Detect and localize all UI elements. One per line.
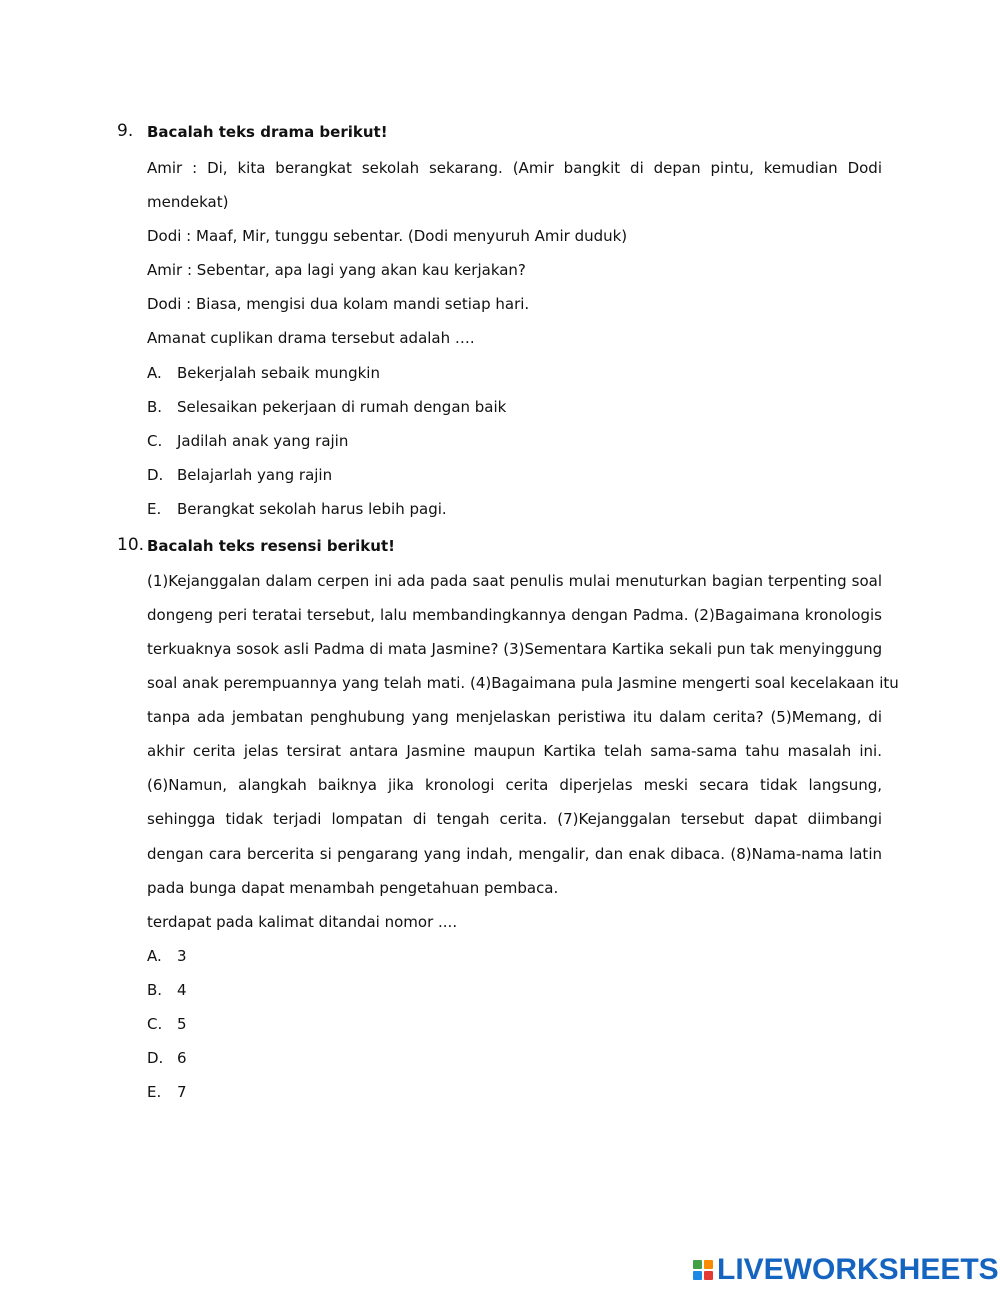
question-9-number: 9. <box>117 121 134 141</box>
option-text: 7 <box>177 1083 187 1101</box>
question-9-text-line: Amir : Sebentar, apa lagi yang akan kau kerjakan? <box>147 261 526 279</box>
option-text: 5 <box>177 1015 187 1033</box>
option-letter: E. <box>147 1083 162 1101</box>
question-10-text-line: (6)Namun, alangkah baiknya jika kronologi cerita diperjelas meski secara tidak langsung, <box>147 776 882 794</box>
question-10-text-line: dengan cara bercerita si pengarang yang indah, mengalir, dan enak dibaca. (8)Nama-nama latin <box>147 845 882 863</box>
option-letter: D. <box>147 1049 164 1067</box>
question-10-text-line: pada bunga dapat menambah pengetahuan pembaca. <box>147 879 559 897</box>
option-letter: A. <box>147 364 162 382</box>
question-9-text-line: Dodi : Maaf, Mir, tunggu sebentar. (Dodi menyuruh Amir duduk) <box>147 227 628 245</box>
option-letter: E. <box>147 500 162 518</box>
option-text: Selesaikan pekerjaan di rumah dengan baik <box>177 398 507 416</box>
question-10-text-line: terkuaknya sosok asli Padma di mata Jasmine? (3)Sementara Kartika sekali pun tak menyinggung <box>147 640 883 658</box>
question-9-prompt: Amanat cuplikan drama tersebut adalah …. <box>147 329 475 347</box>
logo-block <box>693 1271 702 1280</box>
question-10-text-line: (1)Kejanggalan dalam cerpen ini ada pada saat penulis mulai menuturkan bagian terpenting soal <box>147 572 882 590</box>
question-10-text-line: soal anak perempuannya yang telah mati. (4)Bagaimana pula Jasmine mengerti soal kecelakaan itu <box>147 674 899 692</box>
question-10-text-line: sehingga tidak terjadi lompatan di tengah cerita. (7)Kejanggalan tersebut dapat diimbangi <box>147 810 882 828</box>
option-text: Berangkat sekolah harus lebih pagi. <box>177 500 447 518</box>
logo-block <box>693 1260 702 1269</box>
option-letter: B. <box>147 981 163 999</box>
option-text: Jadilah anak yang rajin <box>177 432 349 450</box>
question-10-prompt: terdapat pada kalimat ditandai nomor .... <box>147 913 458 931</box>
option-letter: A. <box>147 947 162 965</box>
question-10-number: 10. <box>117 535 145 555</box>
option-letter: B. <box>147 398 163 416</box>
question-9-text-line: mendekat) <box>147 193 229 211</box>
logo-blocks-icon <box>693 1260 713 1280</box>
option-letter: C. <box>147 432 163 450</box>
option-letter: D. <box>147 466 164 484</box>
option-text: 3 <box>177 947 187 965</box>
logo-text: LIVEWORKSHEETS <box>717 1253 999 1286</box>
question-9-text-line: Amir : Di, kita berangkat sekolah sekarang. (Amir bangkit di depan pintu, kemudian Dodi <box>147 159 882 177</box>
question-9-text-line: Dodi : Biasa, mengisi dua kolam mandi setiap hari. <box>147 295 530 313</box>
logo-block <box>704 1271 713 1280</box>
option-text: 4 <box>177 981 187 999</box>
option-letter: C. <box>147 1015 163 1033</box>
option-text: Belajarlah yang rajin <box>177 466 333 484</box>
logo-block <box>704 1260 713 1269</box>
liveworksheets-logo <box>693 1255 999 1285</box>
option-text: 6 <box>177 1049 187 1067</box>
option-text: Bekerjalah sebaik mungkin <box>177 364 380 382</box>
question-10-text-line: akhir cerita jelas tersirat antara Jasmine maupun Kartika telah sama-sama tahu masalah ini. <box>147 742 882 760</box>
question-10-text-line: dongeng peri teratai tersebut, lalu membandingkannya dengan Padma. (2)Bagaimana kronologis <box>147 606 882 624</box>
question-10-text-line: tanpa ada jembatan penghubung yang menjelaskan peristiwa itu dalam cerita? (5)Memang, di <box>147 708 882 726</box>
question-9-title: Bacalah teks drama berikut! <box>147 123 388 141</box>
question-10-title: Bacalah teks resensi berikut! <box>147 537 395 555</box>
